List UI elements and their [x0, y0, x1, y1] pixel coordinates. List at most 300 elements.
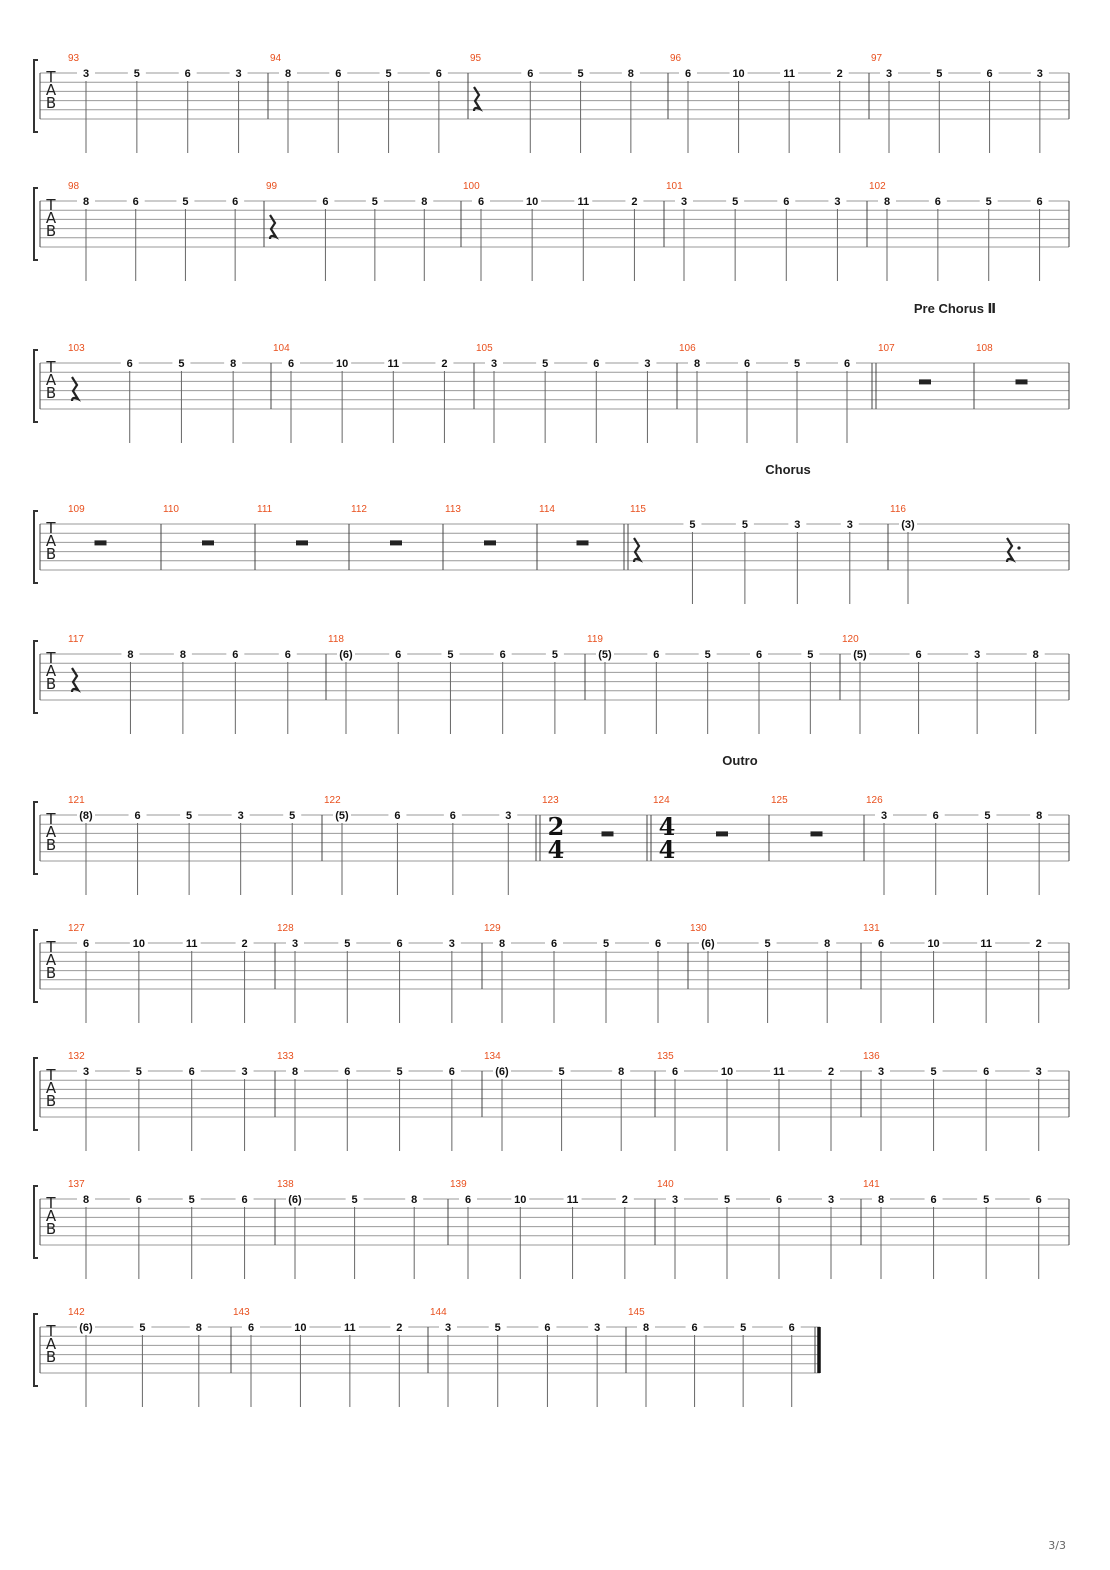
measure — [871, 53, 1069, 153]
quarter-rest — [72, 668, 78, 692]
fret-number: 5 — [704, 649, 711, 661]
fret-number: 6 — [126, 358, 133, 370]
fret-number: 8 — [82, 196, 90, 208]
fret-number: 6 — [671, 1066, 679, 1078]
half-rest — [390, 540, 402, 545]
measure — [670, 53, 869, 153]
measure — [68, 343, 271, 443]
measure — [233, 1307, 428, 1407]
measure-number: 139 — [450, 1179, 467, 1190]
measure — [476, 343, 677, 443]
fret-number: (6) — [288, 1194, 302, 1206]
measure-number: 102 — [869, 181, 886, 192]
fret-number: 2 — [1035, 938, 1042, 950]
tab-clef-letter: B — [45, 94, 57, 112]
tab-clef-letter: T — [46, 649, 56, 667]
measure-number: 125 — [771, 795, 788, 806]
fret-number: 5 — [764, 938, 771, 950]
measure-number: 131 — [863, 923, 880, 934]
fret-number: 8 — [642, 1322, 650, 1334]
tab-system — [34, 53, 1069, 153]
fret-number: 5 — [133, 68, 140, 80]
fret-number: 8 — [284, 68, 292, 80]
measure — [68, 53, 268, 153]
section-label: Chorus — [765, 462, 811, 477]
tab-clef-letter: A — [45, 1335, 57, 1353]
time-signature-bottom: 4 — [547, 835, 565, 864]
fret-number: 6 — [843, 358, 851, 370]
quarter-rest — [270, 215, 276, 239]
system-bracket — [34, 1314, 38, 1386]
measure-number: 105 — [476, 343, 493, 354]
tab-clef-letter: T — [46, 1194, 56, 1212]
fret-number: 6 — [188, 1066, 195, 1078]
measure-number: 112 — [351, 504, 367, 515]
fret-number: (5) — [598, 649, 612, 661]
fret-number: 6 — [1036, 196, 1043, 208]
measure — [679, 343, 876, 443]
fret-number: 5 — [984, 810, 991, 822]
tab-system — [34, 301, 1069, 443]
fret-number: 5 — [602, 938, 610, 950]
tab-clef-letter: B — [45, 384, 57, 402]
measure — [628, 1307, 819, 1407]
tab-system — [34, 634, 1069, 734]
measure — [484, 1051, 655, 1151]
measure — [277, 923, 482, 1023]
measure-number: 138 — [277, 1179, 294, 1190]
fret-number: 8 — [883, 196, 891, 208]
measure-number: 122 — [324, 795, 341, 806]
fret-number: 6 — [654, 938, 662, 950]
measure-number: 101 — [666, 181, 683, 192]
fret-number: 3 — [241, 1066, 248, 1078]
page-number: 3/3 — [1048, 1539, 1066, 1552]
fret-number: 5 — [447, 649, 454, 661]
fret-number: 6 — [915, 649, 922, 661]
tab-clef-letter: B — [45, 545, 57, 563]
tab-clef-letter: A — [45, 532, 57, 550]
fret-number: 8 — [824, 938, 831, 950]
fret-number: (8) — [79, 810, 93, 822]
measure — [68, 634, 326, 734]
fret-number: 6 — [775, 1194, 783, 1206]
measure-number: 129 — [484, 923, 501, 934]
fret-number: 11 — [577, 196, 590, 208]
measure — [324, 795, 540, 895]
fret-number: 5 — [542, 358, 549, 370]
fret-number: 3 — [1035, 1066, 1042, 1078]
tab-clef-letter: T — [46, 358, 56, 376]
fret-number: 5 — [723, 1194, 731, 1206]
measure-number: 95 — [470, 53, 482, 64]
fret-number: 8 — [693, 358, 701, 370]
tab-clef-letter: T — [46, 519, 56, 537]
fret-number: 2 — [241, 938, 248, 950]
half-rest — [602, 831, 614, 836]
fret-number: 6 — [986, 68, 993, 80]
fret-number: 6 — [82, 938, 90, 950]
fret-number: 2 — [621, 1194, 628, 1206]
fret-number: (5) — [335, 810, 349, 822]
fret-number: 5 — [930, 1066, 937, 1078]
fret-number: 11 — [783, 68, 795, 80]
measure-number: 132 — [68, 1051, 85, 1062]
measure — [484, 923, 688, 1023]
measure — [68, 181, 264, 281]
half-rest — [716, 831, 728, 836]
measure-number: 116 — [890, 504, 906, 515]
fret-number: 3 — [880, 810, 888, 822]
tab-clef-letter: A — [45, 662, 57, 680]
half-rest — [919, 379, 931, 384]
fret-number: 5 — [351, 1194, 358, 1206]
fret-number: 8 — [877, 1194, 885, 1206]
fret-number: 6 — [877, 938, 885, 950]
rest-dot — [1017, 546, 1020, 549]
measure — [890, 504, 1069, 604]
fret-number: 6 — [395, 649, 402, 661]
fret-number: 10 — [294, 1322, 307, 1334]
measure-number: 110 — [163, 504, 179, 515]
measure-number: 120 — [842, 634, 859, 645]
tab-clef-letter: A — [45, 1207, 57, 1225]
measure-number: 121 — [68, 795, 85, 806]
fret-number: 3 — [444, 1322, 452, 1334]
measure-number: 118 — [328, 634, 344, 645]
measure — [68, 795, 322, 895]
fret-number: 6 — [983, 1066, 990, 1078]
fret-number: 8 — [421, 196, 428, 208]
tab-clef-letter: B — [45, 675, 57, 693]
measure — [277, 1179, 448, 1279]
system-bracket — [34, 60, 38, 132]
fret-number: 6 — [653, 649, 660, 661]
tab-clef-letter: A — [45, 823, 57, 841]
measure-number: 103 — [68, 343, 85, 354]
tab-clef-letter: T — [46, 1066, 56, 1084]
fret-number: 3 — [82, 1066, 90, 1078]
fret-number: 5 — [385, 68, 392, 80]
fret-number: 8 — [179, 649, 186, 661]
tab-clef-letter: A — [45, 371, 57, 389]
fret-number: 5 — [558, 1066, 565, 1078]
fret-number: 6 — [448, 1066, 455, 1078]
tab-system — [34, 1179, 1069, 1279]
fret-number: 5 — [371, 196, 378, 208]
fret-number: 10 — [720, 1066, 734, 1078]
half-rest — [296, 540, 308, 545]
half-rest — [811, 831, 823, 836]
fret-number: 11 — [566, 1194, 579, 1206]
fret-number: 11 — [387, 358, 400, 370]
fret-number: 10 — [336, 358, 349, 370]
measure-number: 141 — [863, 1179, 880, 1190]
system-bracket — [34, 930, 38, 1002]
measure-number: 106 — [679, 343, 696, 354]
fret-number: 6 — [135, 1194, 142, 1206]
measure-number: 143 — [233, 1307, 250, 1318]
system-bracket — [34, 802, 38, 874]
measure — [863, 923, 1069, 1023]
measure-number: 145 — [628, 1307, 645, 1318]
tab-system — [34, 181, 1069, 281]
measure-number: 114 — [539, 504, 555, 515]
measure-number: 94 — [270, 53, 282, 64]
measure — [587, 634, 840, 734]
fret-number: 5 — [344, 938, 351, 950]
fret-number: 5 — [741, 519, 748, 531]
tab-clef-letter: T — [46, 1322, 56, 1340]
measure-number: 93 — [68, 53, 80, 64]
fret-number: 6 — [435, 68, 442, 80]
fret-number: 6 — [464, 1194, 472, 1206]
half-rest — [577, 540, 589, 545]
measure-number: 127 — [68, 923, 85, 934]
system-bracket — [34, 350, 38, 422]
fret-number: 6 — [932, 810, 939, 822]
fret-number: 5 — [494, 1322, 501, 1334]
fret-number: 6 — [930, 1194, 937, 1206]
tab-system — [34, 462, 1069, 604]
measure — [976, 343, 1069, 409]
measure — [463, 181, 664, 281]
fret-number: 3 — [594, 1322, 601, 1334]
fret-number: 3 — [885, 68, 893, 80]
measure-number: 99 — [266, 181, 278, 192]
measure — [771, 795, 864, 861]
fret-number: 6 — [684, 68, 692, 80]
measure — [430, 1307, 626, 1407]
measure — [539, 504, 628, 570]
measure-number: 113 — [445, 504, 461, 515]
tab-system — [34, 1051, 1069, 1151]
fret-number: 8 — [498, 938, 506, 950]
tab-clef-letter: B — [45, 836, 57, 854]
measure-number: 133 — [277, 1051, 294, 1062]
measure-number: 142 — [68, 1307, 85, 1318]
tab-clef-letter: B — [45, 1092, 57, 1110]
dotted-quarter-rest — [1007, 538, 1013, 562]
fret-number: 6 — [287, 358, 295, 370]
fret-number: 3 — [1036, 68, 1043, 80]
fret-number: 5 — [186, 810, 193, 822]
fret-number: 8 — [291, 1066, 299, 1078]
time-signature-top: 2 — [547, 812, 565, 841]
fret-number: 6 — [247, 1322, 255, 1334]
tab-clef-letter: A — [45, 951, 57, 969]
tab-system — [34, 1307, 820, 1407]
fret-number: 6 — [1035, 1194, 1042, 1206]
tab-clef-letter: A — [45, 209, 57, 227]
measure-number: 115 — [630, 504, 646, 515]
measure-number: 109 — [68, 504, 85, 515]
measure-number: 96 — [670, 53, 682, 64]
fret-number: 6 — [134, 810, 141, 822]
fret-number: 6 — [449, 810, 456, 822]
fret-number: 6 — [499, 649, 506, 661]
fret-number: 2 — [836, 68, 843, 80]
measure-number: 108 — [976, 343, 993, 354]
measure — [257, 504, 349, 570]
fret-number: 3 — [794, 519, 801, 531]
system-bracket — [34, 1058, 38, 1130]
fret-number: 5 — [983, 1194, 990, 1206]
tab-clef-letter: B — [45, 1220, 57, 1238]
measure-number: 100 — [463, 181, 480, 192]
fret-number: 6 — [691, 1322, 698, 1334]
fret-number: 8 — [127, 649, 134, 661]
measure — [450, 1179, 655, 1279]
tab-clef-letter: T — [46, 810, 56, 828]
fret-number: 6 — [527, 68, 534, 80]
fret-number: 8 — [230, 358, 237, 370]
fret-number: (6) — [339, 649, 353, 661]
measure-number: 136 — [863, 1051, 880, 1062]
measure — [68, 1179, 275, 1279]
measure — [68, 923, 275, 1023]
measure-number: 135 — [657, 1051, 674, 1062]
fret-number: 3 — [291, 938, 299, 950]
fret-number: 10 — [514, 1194, 527, 1206]
half-rest — [1016, 379, 1028, 384]
measure — [68, 1051, 275, 1151]
section-label: Pre Chorus Ⅱ — [913, 301, 997, 316]
fret-number: 3 — [237, 810, 244, 822]
fret-number: 6 — [743, 358, 751, 370]
measure-number: 117 — [68, 634, 84, 645]
fret-number: 5 — [139, 1322, 146, 1334]
measure — [657, 1179, 861, 1279]
measure-number: 124 — [653, 795, 670, 806]
fret-number: 10 — [927, 938, 940, 950]
measure-number: 107 — [878, 343, 895, 354]
fret-number: 5 — [135, 1066, 142, 1078]
fret-number: 3 — [834, 196, 841, 208]
system-bracket — [34, 511, 38, 583]
tab-clef-letter: B — [45, 1348, 57, 1366]
measure-number: 97 — [871, 53, 883, 64]
fret-number: 6 — [934, 196, 941, 208]
fret-number: 6 — [132, 196, 139, 208]
half-rest — [202, 540, 214, 545]
quarter-rest — [474, 87, 480, 111]
fret-number: 5 — [289, 810, 296, 822]
measure — [163, 504, 255, 570]
measure — [328, 634, 585, 734]
measure — [647, 753, 769, 864]
fret-number: 2 — [396, 1322, 403, 1334]
measure — [277, 1051, 482, 1151]
tab-clef-letter: B — [45, 964, 57, 982]
measure — [863, 1179, 1069, 1279]
fret-number: 5 — [188, 1194, 195, 1206]
measure-number: 126 — [866, 795, 883, 806]
system-bracket — [34, 641, 38, 713]
fret-number: 5 — [577, 68, 584, 80]
measure — [270, 53, 468, 153]
tab-clef-letter: T — [46, 938, 56, 956]
tab-system — [34, 923, 1069, 1023]
fret-number: 3 — [846, 519, 853, 531]
fret-number: 11 — [773, 1066, 785, 1078]
fret-number: 11 — [344, 1322, 356, 1334]
fret-number: 3 — [974, 649, 981, 661]
fret-number: 11 — [980, 938, 992, 950]
measure-number: 128 — [277, 923, 294, 934]
fret-number: 8 — [411, 1194, 418, 1206]
fret-number: (6) — [495, 1066, 509, 1078]
fret-number: 3 — [644, 358, 651, 370]
fret-number: 3 — [877, 1066, 885, 1078]
fret-number: 5 — [551, 649, 558, 661]
measure-number: 123 — [542, 795, 559, 806]
measure — [863, 1051, 1069, 1151]
quarter-rest — [72, 377, 78, 401]
fret-number: 3 — [235, 68, 242, 80]
measure — [445, 504, 537, 570]
fret-number: 8 — [1036, 810, 1043, 822]
fret-number: 5 — [936, 68, 943, 80]
measure — [872, 301, 996, 409]
fret-number: 6 — [232, 649, 239, 661]
measure — [266, 181, 461, 281]
fret-number: (5) — [853, 649, 867, 661]
fret-number: 5 — [807, 649, 814, 661]
fret-number: 6 — [755, 649, 763, 661]
tab-clef-letter: T — [46, 196, 56, 214]
measure-number: 119 — [587, 634, 603, 645]
tab-system — [34, 753, 1069, 895]
fret-number: 6 — [335, 68, 342, 80]
fret-number: 10 — [526, 196, 539, 208]
measure — [866, 795, 1069, 895]
section-label: Outro — [722, 753, 758, 768]
half-rest — [95, 540, 107, 545]
fret-number: 6 — [544, 1322, 551, 1334]
fret-number: 5 — [178, 358, 185, 370]
fret-number: 6 — [232, 196, 239, 208]
fret-number: 8 — [618, 1066, 625, 1078]
fret-number: 5 — [182, 196, 189, 208]
fret-number: 6 — [396, 938, 403, 950]
measure — [68, 504, 161, 570]
time-signature-top: 4 — [658, 812, 676, 841]
fret-number: 8 — [1032, 649, 1039, 661]
measure — [842, 634, 1069, 734]
measure-number: 140 — [657, 1179, 674, 1190]
measure-number: 98 — [68, 181, 80, 192]
time-signature-bottom: 4 — [658, 835, 676, 864]
system-bracket — [34, 188, 38, 260]
fret-number: 10 — [132, 938, 145, 950]
fret-number: (6) — [701, 938, 715, 950]
fret-number: 6 — [783, 196, 790, 208]
quarter-rest — [634, 538, 640, 562]
fret-number: (3) — [901, 519, 915, 531]
fret-number: 3 — [505, 810, 512, 822]
measure-number: 137 — [68, 1179, 85, 1190]
measure-number: 134 — [484, 1051, 501, 1062]
fret-number: 3 — [680, 196, 688, 208]
measure-number: 104 — [273, 343, 290, 354]
tab-clef-letter: A — [45, 1079, 57, 1097]
fret-number: 2 — [631, 196, 638, 208]
fret-number: 8 — [195, 1322, 202, 1334]
measure — [869, 181, 1069, 281]
tab-clef-letter: A — [45, 81, 57, 99]
measure — [68, 1307, 231, 1407]
